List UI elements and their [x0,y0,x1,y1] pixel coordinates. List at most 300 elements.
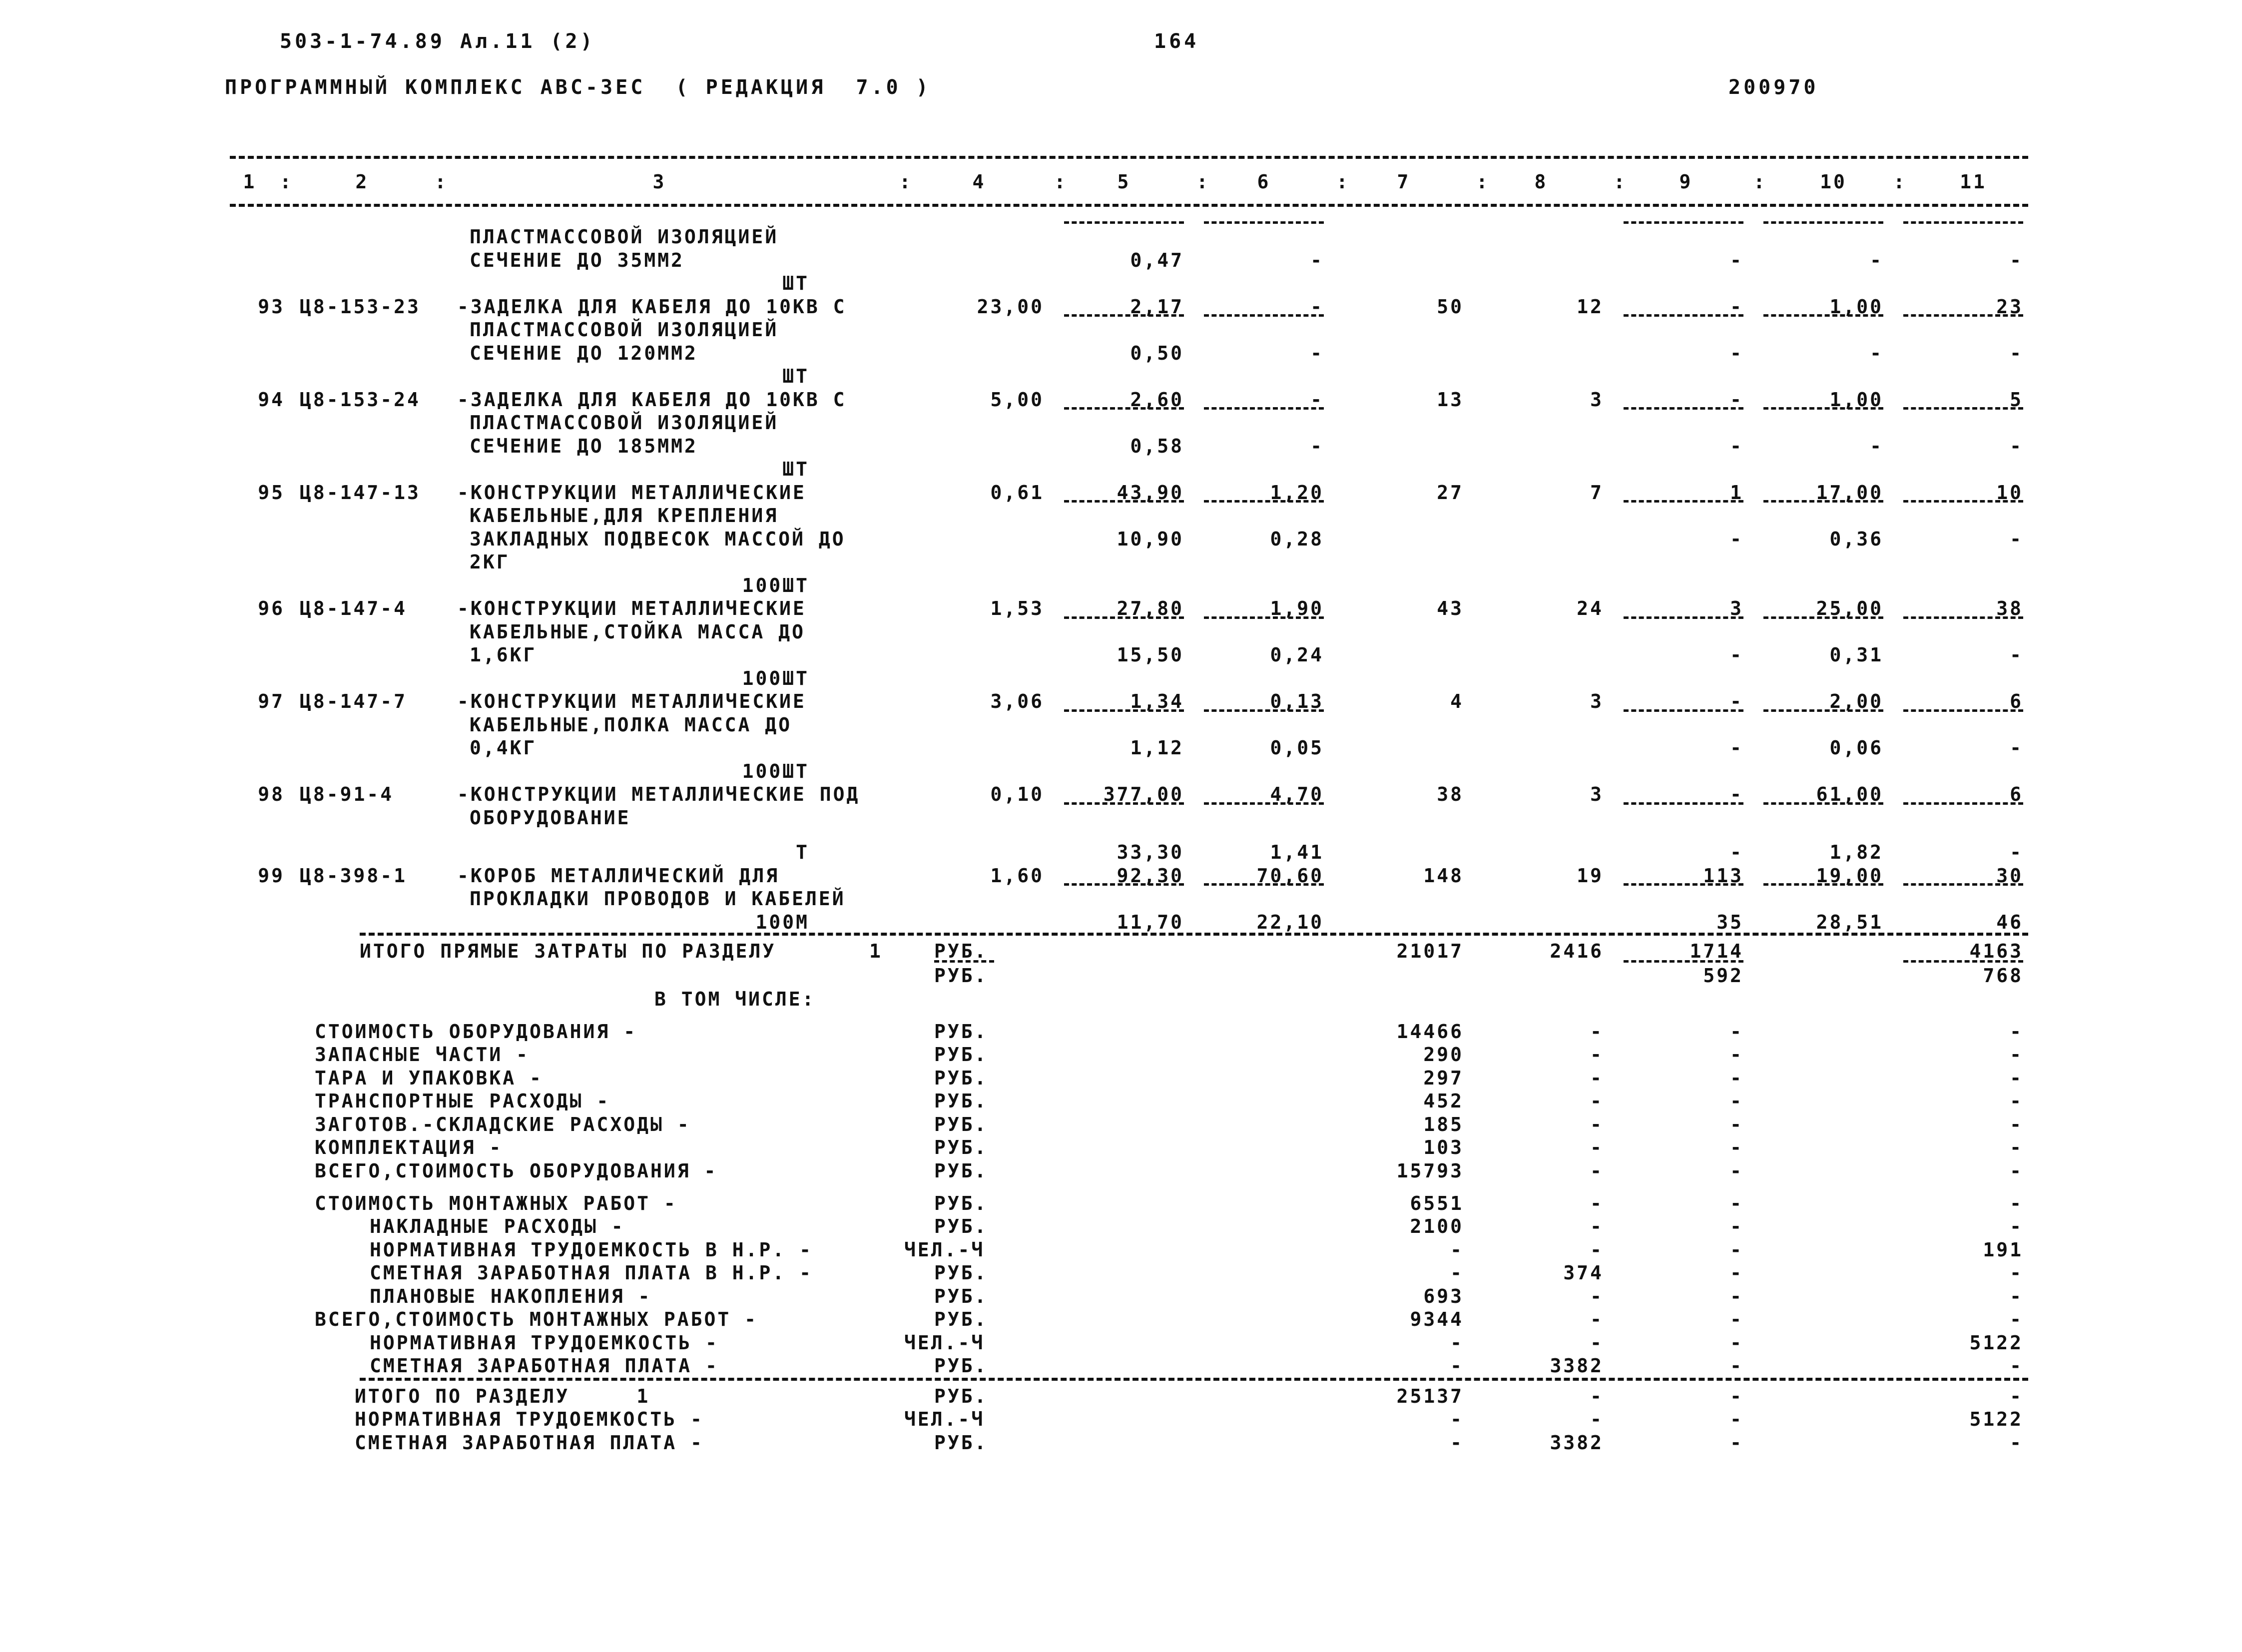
unit-of-measure: 100ШТ [742,667,809,689]
value-c9: - [1730,1067,1743,1089]
cell-divider-c6 [1204,616,1324,619]
section-number: 1 [869,940,883,963]
value-c5: 2,60 [1130,388,1184,411]
unit-currency: РУБ. [934,1090,988,1112]
unit: РУБ. [934,1285,988,1307]
unit-of-measure: Т [796,841,809,864]
value-c11: 10 [1996,481,2023,504]
cell-divider-c10 [1763,883,1883,886]
value-c8: - [1590,1020,1604,1043]
value-c9: - [1730,1215,1743,1238]
price-code: Ц8-153-23 [300,295,421,318]
value-c8: 19 [1577,864,1604,887]
price-code: Ц8-398-1 [300,864,408,887]
unit: РУБ. [934,1262,988,1284]
section-total-label: СМЕТНАЯ ЗАРАБОТНАЯ ПЛАТА - [355,1431,704,1454]
machine-salary-value: 1,41 [1270,841,1324,864]
value-c11: - [2010,1308,2023,1331]
value-c7: - [1450,1262,1464,1284]
cell-divider-c9 [1624,802,1743,805]
cell-divider-c11 [1903,314,2023,317]
unit-of-measure: ШТ [782,458,809,480]
item-description: ПЛАСТМАССОВОЙ ИЗОЛЯЦИЕЙ [470,319,779,341]
cell-divider-c6 [1204,407,1324,410]
value-c11: 5122 [1969,1331,2023,1354]
header-separator: : [1196,171,1210,193]
value-c9: - [1730,1159,1743,1182]
date-code: 200970 [1728,76,1819,99]
value: 46 [1996,911,2023,933]
installation-cost-label: НОРМАТИВНАЯ ТРУДОЕМКОСТЬ - [370,1331,719,1354]
installation-cost-label: ВСЕГО,СТОИМОСТЬ МОНТАЖНЫХ РАБОТ - [315,1308,758,1331]
value-c5: 2,17 [1130,295,1184,318]
header-separator: : [1336,171,1350,193]
value-c9: - [1730,690,1743,712]
value-c11: 191 [1983,1238,2023,1261]
value-c6: - [1310,295,1324,318]
item-description: КАБЕЛЬНЫЕ,ПОЛКА МАССА ДО [470,713,792,736]
value-c7: 15793 [1396,1159,1464,1182]
value-c7: 14466 [1396,1020,1464,1043]
cell-divider-c10 [1763,500,1883,503]
value-c7: 43 [1437,597,1464,619]
value-c10: 25,00 [1816,597,1883,619]
value-c11: 23 [1996,295,2023,318]
price-code: Ц8-147-7 [300,690,408,712]
equipment-cost-label: ТАРА И УПАКОВКА - [315,1067,543,1089]
header-separator: : [1476,171,1490,193]
value: - [1870,249,1883,271]
value-c7: 185 [1423,1113,1464,1135]
value: 1,82 [1829,841,1883,864]
cell-divider-c6 [1204,883,1324,886]
value-c8: - [1590,1285,1604,1307]
column-header-8: 8 [1534,171,1548,193]
cell-divider-c10 [1763,407,1883,410]
value-c8: - [1590,1385,1604,1407]
value-c11: - [2010,1113,2023,1135]
value-c4: 0,10 [990,783,1044,805]
value-c7: 452 [1423,1090,1464,1112]
unit-currency: РУБ. [934,1159,988,1182]
value-c4: 5,00 [990,388,1044,411]
value-c4: 23,00 [977,295,1044,318]
value-c8: - [1590,1136,1604,1159]
salary-value: 0,50 [1130,342,1184,364]
cell-divider-c9 [1624,709,1743,712]
value: - [1730,841,1743,864]
item-description: СЕЧЕНИЕ ДО 120ММ2 [470,342,698,364]
equipment-cost-label: СТОИМОСТЬ ОБОРУДОВАНИЯ - [315,1020,637,1043]
value-c4: 3,06 [990,690,1044,712]
item-description: -КОРОБ МЕТАЛЛИЧЕСКИЙ ДЛЯ [457,864,780,887]
value-c5: 27,80 [1117,597,1184,619]
total-c8: 2416 [1550,940,1604,963]
value-c11: 5122 [1969,1408,2023,1431]
unit-divider [934,960,994,963]
salary-value: 10,90 [1117,528,1184,550]
value-c11: - [2010,1090,2023,1112]
machine-salary-value: 0,24 [1270,644,1324,666]
value: - [2010,644,2023,666]
unit-of-measure: 100ШТ [742,760,809,782]
value-c7: 290 [1423,1044,1464,1066]
value-c4: 1,60 [990,864,1044,887]
value: - [2010,342,2023,364]
item-description: -КОНСТРУКЦИИ МЕТАЛЛИЧЕСКИЕ [457,481,806,504]
value-c9: - [1730,1385,1743,1407]
value-c11: 6 [2010,690,2023,712]
value-c9: - [1730,1020,1743,1043]
value-c8: - [1590,1331,1604,1354]
cell-divider-c6 [1204,709,1324,712]
value-c7: - [1450,1431,1464,1454]
cell-divider-c6 [1204,500,1324,503]
cell-divider-c9 [1624,616,1743,619]
unit-currency: РУБ. [934,965,988,987]
value-c11: 6 [2010,783,2023,805]
unit-currency: РУБ. [934,940,988,963]
value-c8: 3 [1590,388,1604,411]
value-c10: 2,00 [1829,690,1883,712]
row-number: 94 [258,388,285,411]
value-c8: - [1590,1044,1604,1066]
machine-salary-value: 0,05 [1270,737,1324,759]
value-c8: - [1590,1113,1604,1135]
value-c7: - [1450,1238,1464,1261]
unit: РУБ. [934,1192,988,1214]
value-c11: - [2010,1020,2023,1043]
total-c11: 4163 [1969,940,2023,963]
cell-divider-c10 [1763,314,1883,317]
item-description: СЕЧЕНИЕ ДО 35ММ2 [470,249,685,271]
unit: ЧЕЛ.-Ч [904,1331,985,1354]
value: - [1870,435,1883,457]
cell-divider-c5 [1064,883,1184,886]
item-description: ПРОКЛАДКИ ПРОВОДОВ И КАБЕЛЕЙ [470,888,846,910]
value-c7: 50 [1437,295,1464,318]
salary-value: 33,30 [1117,841,1184,864]
cell-divider-c11 [1903,407,2023,410]
value-c11: - [2010,1136,2023,1159]
unit-of-measure: ШТ [782,272,809,294]
equipment-cost-label: ТРАНСПОРТНЫЕ РАСХОДЫ - [315,1090,610,1112]
value-c8: - [1590,1090,1604,1112]
value-c8: - [1590,1238,1604,1261]
value-c5: 1,34 [1130,690,1184,712]
value-c9: - [1730,1238,1743,1261]
price-code: Ц8-153-24 [300,388,421,411]
value-c8: 3382 [1550,1355,1604,1377]
unit: РУБ. [934,1355,988,1377]
cell-divider-c10 [1763,802,1883,805]
value-c11: - [2010,1215,2023,1238]
value-c8: - [1590,1215,1604,1238]
value-c9: - [1730,1090,1743,1112]
machine-salary-value: - [1310,435,1324,457]
value-c9: - [1730,1136,1743,1159]
cell-divider-c9 [1624,221,1743,224]
row-number: 95 [258,481,285,504]
value-c11: - [2010,1159,2023,1182]
row-number: 96 [258,597,285,619]
value-c9: - [1730,1113,1743,1135]
cell-divider-c9 [1624,883,1743,886]
value: - [1730,737,1743,759]
header-top-rule [230,156,2028,159]
cell-divider-c11 [1903,616,2023,619]
cell-divider-c11 [1903,221,2023,224]
value-c8: - [1590,1159,1604,1182]
cell-divider-c9 [1624,500,1743,503]
item-description: -КОНСТРУКЦИИ МЕТАЛЛИЧЕСКИЕ [457,690,806,712]
column-header-3: 3 [652,171,666,193]
value: 0,06 [1829,737,1883,759]
value-c7: - [1450,1355,1464,1377]
item-description: ОБОРУДОВАНИЕ [470,806,631,829]
header-separator: : [280,171,293,193]
unit-of-measure: 100ШТ [742,574,809,596]
column-header-7: 7 [1397,171,1411,193]
header-separator: : [1893,171,1907,193]
item-description: -ЗАДЕЛКА ДЛЯ КАБЕЛЯ ДО 10КВ С [457,295,847,318]
value-c8: 3382 [1550,1431,1604,1454]
price-code: Ц8-91-4 [300,783,394,805]
value-c7: 4 [1450,690,1464,712]
value-c5: 377,00 [1103,783,1184,805]
value: 0,31 [1829,644,1883,666]
column-header-11: 11 [1960,171,1987,193]
price-code: Ц8-147-13 [300,481,421,504]
value-c6: 0,13 [1270,690,1324,712]
item-description: СЕЧЕНИЕ ДО 185ММ2 [470,435,698,457]
installation-cost-label: СМЕТНАЯ ЗАРАБОТНАЯ ПЛАТА - [370,1355,719,1377]
value-c8: 3 [1590,690,1604,712]
document-code: 503-1-74.89 Ал.11 (2) [280,30,595,53]
value: 28,51 [1816,911,1883,933]
value-c8: 24 [1577,597,1604,619]
section-total-rule [360,1378,2028,1381]
including-label: В ТОМ ЧИСЛЕ: [654,988,816,1010]
value-c9: - [1730,1285,1743,1307]
item-description: КАБЕЛЬНЫЕ,ДЛЯ КРЕПЛЕНИЯ [470,505,779,527]
cell-divider-c5 [1064,709,1184,712]
cell-divider-c9 [1624,407,1743,410]
item-description: ПЛАСТМАССОВОЙ ИЗОЛЯЦИЕЙ [470,412,779,434]
column-header-4: 4 [972,171,986,193]
installation-cost-label: НАКЛАДНЫЕ РАСХОДЫ - [370,1215,625,1238]
value-c7: 38 [1437,783,1464,805]
value-c7: 148 [1423,864,1464,887]
row-number: 93 [258,295,285,318]
value-c9: - [1730,1262,1743,1284]
header-separator: : [435,171,448,193]
value: - [2010,435,2023,457]
value-c9: - [1730,1331,1743,1354]
row-number: 99 [258,864,285,887]
equipment-cost-label: ЗАПАСНЫЕ ЧАСТИ - [315,1044,530,1066]
program-title: ПРОГРАММНЫЙ КОМПЛЕКС АВС-3ЕС ( РЕДАКЦИЯ 7.0 ) [225,76,931,99]
value: - [1730,435,1743,457]
value-c11: 30 [1996,864,2023,887]
value: - [1730,528,1743,550]
value-c9: - [1730,1431,1743,1454]
value-c9: - [1730,783,1743,805]
value-c9: - [1730,1044,1743,1066]
cell-divider-c10 [1763,616,1883,619]
section-total-label: НОРМАТИВНАЯ ТРУДОЕМКОСТЬ - [355,1408,704,1431]
value-c11: - [2010,1285,2023,1307]
value-c6: - [1310,388,1324,411]
cell-divider-c9 [1624,314,1743,317]
value-c8: 7 [1590,481,1604,504]
value-c9: - [1730,295,1743,318]
salary-value: 0,47 [1130,249,1184,271]
value-c10: 1,00 [1829,388,1883,411]
cell-divider-c10 [1763,709,1883,712]
total-c11b: 768 [1983,965,2023,987]
item-description: КАБЕЛЬНЫЕ,СТОЙКА МАССА ДО [470,620,805,643]
salary-value: 0,58 [1130,435,1184,457]
equipment-cost-label: ВСЕГО,СТОИМОСТЬ ОБОРУДОВАНИЯ - [315,1159,718,1182]
cell-divider-c11 [1903,709,2023,712]
cell-divider-c6 [1204,802,1324,805]
value-c9: 113 [1703,864,1743,887]
value-c9: - [1730,1192,1743,1214]
value-c7: 27 [1437,481,1464,504]
value-c8: 12 [1577,295,1604,318]
value: - [2010,528,2023,550]
installation-cost-label: ПЛАНОВЫЕ НАКОПЛЕНИЯ - [370,1285,652,1307]
value-c11: - [2010,1385,2023,1407]
installation-cost-label: СМЕТНАЯ ЗАРАБОТНАЯ ПЛАТА В Н.Р. - [370,1262,813,1284]
value: - [2010,737,2023,759]
value-c7: 25137 [1396,1385,1464,1407]
cell-divider-c5 [1064,314,1184,317]
page-number: 164 [1154,30,1199,53]
installation-cost-label: СТОИМОСТЬ МОНТАЖНЫХ РАБОТ - [315,1192,677,1214]
price-code: Ц8-147-4 [300,597,408,619]
unit: РУБ. [934,1431,988,1454]
value-c8: 3 [1590,783,1604,805]
cell-divider-c5 [1064,407,1184,410]
equipment-cost-label: КОМПЛЕКТАЦИЯ - [315,1136,503,1159]
unit: РУБ. [934,1385,988,1407]
salary-value: 1,12 [1130,737,1184,759]
unit-currency: РУБ. [934,1136,988,1159]
item-description: 0,4КГ [470,737,537,759]
value-c5: 92,30 [1117,864,1184,887]
cell-divider-c11 [1903,960,2023,963]
value: - [1730,249,1743,271]
salary-value: 15,50 [1117,644,1184,666]
value-c9: - [1730,1408,1743,1431]
value-c8: - [1590,1408,1604,1431]
item-description: 2КГ [470,551,510,573]
column-header-6: 6 [1257,171,1271,193]
column-header-9: 9 [1679,171,1693,193]
column-header-1: 1 [243,171,257,193]
value-c7: - [1450,1331,1464,1354]
total-c7: 21017 [1396,940,1464,963]
value-c11: 38 [1996,597,2023,619]
column-header-5: 5 [1117,171,1131,193]
cell-divider-c5 [1064,802,1184,805]
unit: ЧЕЛ.-Ч [904,1408,985,1431]
value-c11: - [2010,1262,2023,1284]
section-total-label: ИТОГО ПО РАЗДЕЛУ 1 [355,1385,650,1407]
value-c9: - [1730,1355,1743,1377]
cell-divider-c6 [1204,221,1324,224]
unit-of-measure: 100М [755,911,809,933]
value: - [1730,644,1743,666]
unit: ЧЕЛ.-Ч [904,1238,985,1261]
value-c7: 2100 [1410,1215,1464,1238]
value: - [2010,249,2023,271]
equipment-cost-label: ЗАГОТОВ.-СКЛАДСКИЕ РАСХОДЫ - [315,1113,691,1135]
value-c7: 13 [1437,388,1464,411]
value-c11: 5 [2010,388,2023,411]
value-c11: - [2010,1355,2023,1377]
value: - [1730,342,1743,364]
value-c6: 4,70 [1270,783,1324,805]
installation-cost-label: НОРМАТИВНАЯ ТРУДОЕМКОСТЬ В Н.Р. - [370,1238,813,1261]
unit-currency: РУБ. [934,1020,988,1043]
item-description: -КОНСТРУКЦИИ МЕТАЛЛИЧЕСКИЕ ПОД [457,783,860,805]
value-c4: 0,61 [990,481,1044,504]
machine-salary-value: 0,28 [1270,528,1324,550]
total-c9: 1714 [1689,940,1743,963]
machine-salary-value: - [1310,342,1324,364]
item-description: -ЗАДЕЛКА ДЛЯ КАБЕЛЯ ДО 10КВ С [457,388,847,411]
value: 35 [1716,911,1743,933]
value-c7: 693 [1423,1285,1464,1307]
value-c11: - [2010,1192,2023,1214]
value-c10: 19,00 [1816,864,1883,887]
cell-divider-c10 [1763,221,1883,224]
row-number: 97 [258,690,285,712]
value-c9: 3 [1730,597,1743,619]
unit-of-measure: ШТ [782,365,809,387]
value: - [1870,342,1883,364]
header-separator: : [899,171,913,193]
value-c7: 6551 [1410,1192,1464,1214]
cell-divider-c5 [1064,500,1184,503]
header-separator: : [1614,171,1627,193]
value-c10: 1,00 [1829,295,1883,318]
item-description: ПЛАСТМАССОВОЙ ИЗОЛЯЦИЕЙ [470,226,779,248]
header-separator: : [1753,171,1767,193]
cell-divider-c9 [1624,960,1743,963]
unit-currency: РУБ. [934,1067,988,1089]
value-c5: 43,90 [1117,481,1184,504]
machine-salary-value: 22,10 [1256,911,1324,933]
value-c11: - [2010,1067,2023,1089]
value-c9: - [1730,1308,1743,1331]
value-c7: 103 [1423,1136,1464,1159]
value-c6: 70,60 [1256,864,1324,887]
value: - [2010,841,2023,864]
total-direct-label: ИТОГО ПРЯМЫЕ ЗАТРАТЫ ПО РАЗДЕЛУ [360,940,776,963]
salary-value: 11,70 [1117,911,1184,933]
value-c7: 297 [1423,1067,1464,1089]
row-number: 98 [258,783,285,805]
value-c9: - [1730,388,1743,411]
value-c7: - [1450,1408,1464,1431]
item-description: -КОНСТРУКЦИИ МЕТАЛЛИЧЕСКИЕ [457,597,806,619]
cell-divider-c5 [1064,221,1184,224]
cell-divider-c11 [1903,883,2023,886]
